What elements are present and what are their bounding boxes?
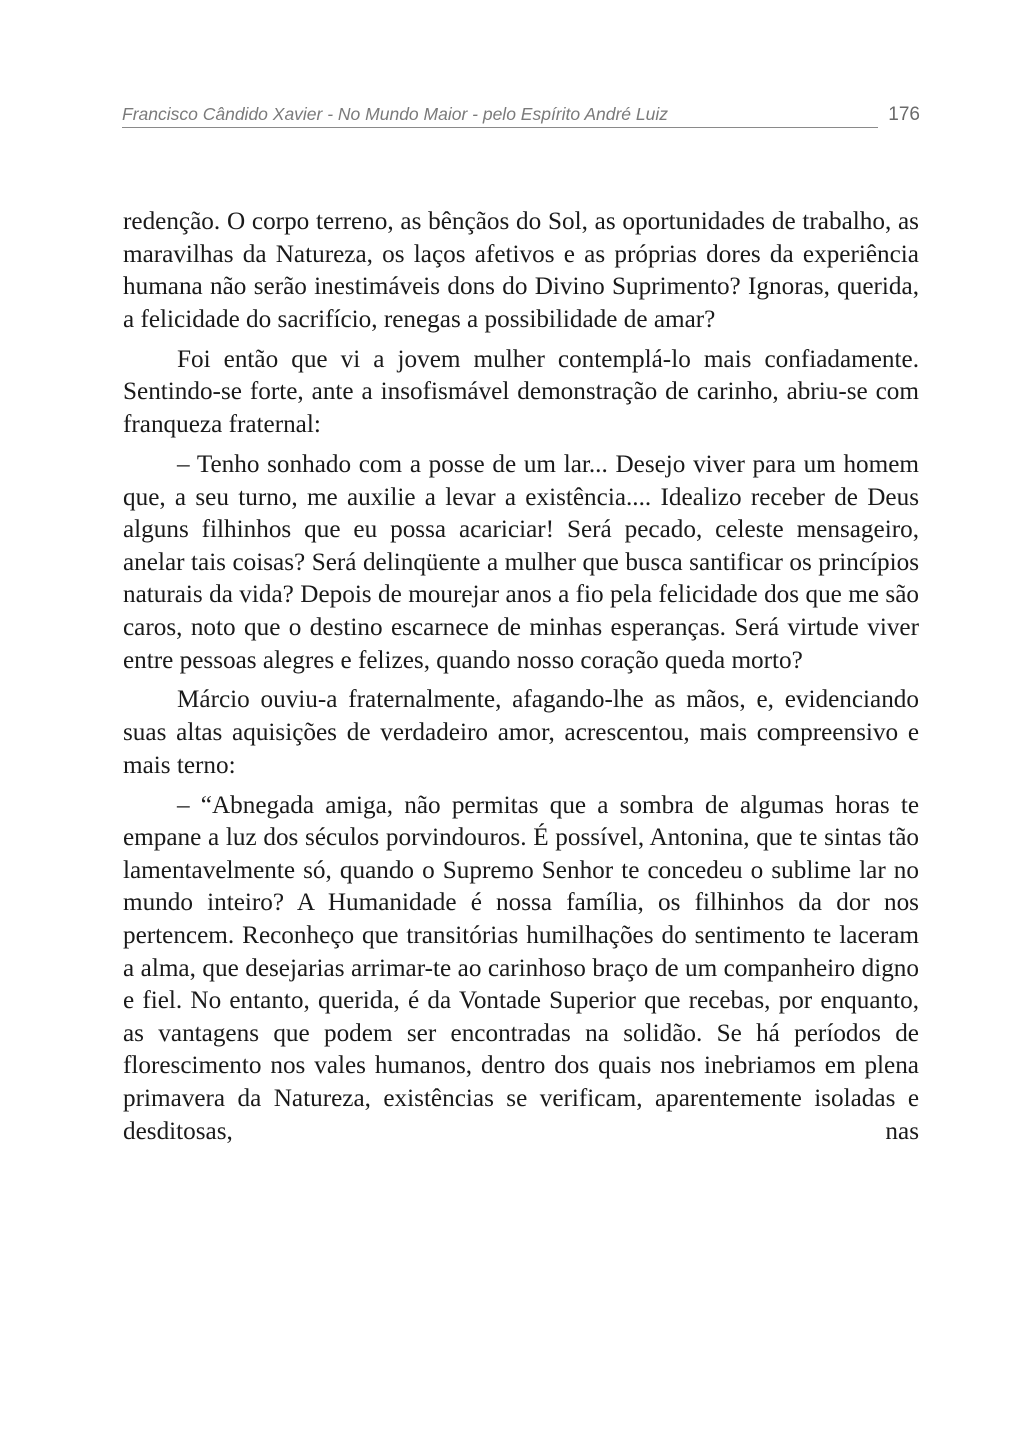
- header-rule: [122, 127, 878, 128]
- running-header: [122, 102, 920, 134]
- paragraph-narration-marcio: Márcio ouviu-a fraternalmente, afagando-lhe as mãos, e, evidenciando suas altas aquisições de verdadeiro amor, acrescentou, mais compreensivo e mais terno:: [123, 686, 919, 779]
- header-title: Francisco Cândido Xavier - No Mundo Maior - pelo Espírito André Luiz: [122, 104, 668, 124]
- paragraph-continuation: redenção. O corpo terreno, as bênçãos do Sol, as oportunidades de trabalho, as maravilhas da Natureza, os laços afetivos e as próprias dores da experiência humana não serão inestimáveis dons do Divino Suprimento? Ignoras, querida, a felicidade do sacrifício, renegas a possibilidade de amar?: [123, 208, 919, 333]
- paragraph-narration: Foi então que vi a jovem mulher contemplá-lo mais confiadamente. Sentindo-se forte, ante a insofismável demonstração de carinho, abriu-se com franqueza fraternal:: [123, 345, 919, 438]
- paragraph-dialogue-antonina: – Tenho sonhado com a posse de um lar... Desejo viver para um homem que, a seu turno, me auxilie a levar a existência.... Idealizo receber de Deus alguns filhinhos que eu possa acariciar! Será pecado, celeste mensageiro, anelar tais coisas? Será delinqüente a mulher que busca santificar os princípios naturais da vida? Depois de mourejar anos a fio pela felicidade dos que me são caros, noto que o destino escarnece de minhas esperanças. Será virtude viver entre pessoas alegres e felizes, quando nosso coração queda morto?: [123, 450, 919, 674]
- paragraph-dialogue-marcio: – “Abnegada amiga, não permitas que a sombra de algumas horas te empane a luz dos séculos porvindouros. É possível, Antonina, que te sintas tão lamentavelmente só, quando o Supremo Senhor te concedeu o sublime lar no mundo inteiro? A Humanidade é nossa família, os filhinhos da dor nos pertencem. Reconheço que transitórias humilhações do sentimento te laceram a alma, que desejarias arrimar-te ao carinhoso braço de um companheiro digno e fiel. No entanto, querida, é da Vontade Superior que recebas, por enquanto, as vantagens que podem ser encontradas na solidão. Se há períodos de florescimento nos vales humanos, dentro dos quais nos inebriamos em plena primavera da Natureza, existências se verificam, aparentemente isoladas e desditosas, nas: [123, 791, 919, 1145]
- page-number: 176: [888, 104, 920, 125]
- body-text: [123, 206, 919, 1156]
